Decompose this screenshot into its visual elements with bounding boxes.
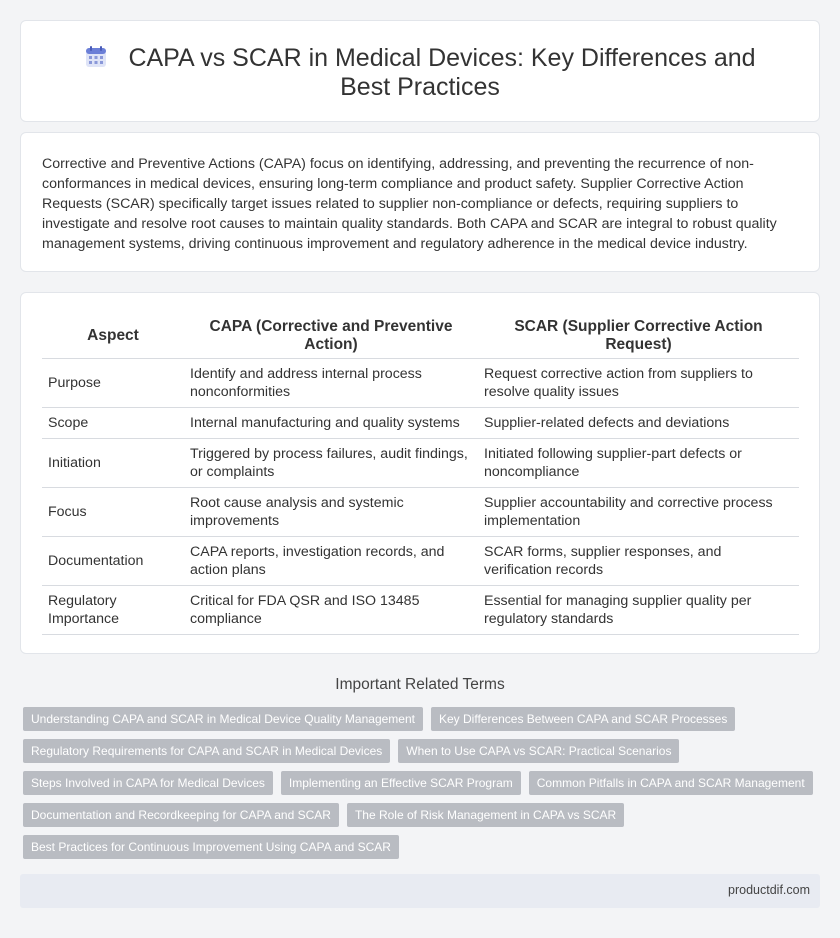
- cell-aspect: Documentation: [42, 537, 184, 586]
- footer: [20, 874, 820, 908]
- cell-scar: Request corrective action from suppliers to resolve quality issues: [478, 359, 799, 408]
- cell-capa: CAPA reports, investigation records, and action plans: [184, 537, 478, 586]
- table-row: [42, 408, 799, 439]
- cell-aspect: Regulatory Importance: [42, 586, 184, 635]
- related-term-tag[interactable]: Key Differences Between CAPA and SCAR Processes: [431, 707, 735, 731]
- related-term-tag[interactable]: Steps Involved in CAPA for Medical Devices: [23, 771, 273, 795]
- related-term-tag[interactable]: Best Practices for Continuous Improvement Using CAPA and SCAR: [23, 835, 399, 859]
- table-header-row: [42, 314, 799, 359]
- page-title: [61, 44, 779, 102]
- header-card: [20, 20, 820, 122]
- header-capa: CAPA (Corrective and Preventive Action): [184, 314, 478, 359]
- footer-site-link[interactable]: productdif.com: [728, 883, 810, 897]
- related-term-tag[interactable]: When to Use CAPA vs SCAR: Practical Scenarios: [398, 739, 679, 763]
- related-term-tag[interactable]: Implementing an Effective SCAR Program: [281, 771, 521, 795]
- related-term-tag[interactable]: Documentation and Recordkeeping for CAPA and SCAR: [23, 803, 339, 827]
- cell-capa: Identify and address internal process nonconformities: [184, 359, 478, 408]
- cell-scar: Initiated following supplier-part defects or noncompliance: [478, 439, 799, 488]
- cell-scar: Supplier accountability and corrective process implementation: [478, 488, 799, 537]
- intro-text: Corrective and Preventive Actions (CAPA) focus on identifying, addressing, and preventing the recurrence of non-conformances in medical devices, ensuring long-term compliance and product safety. Supplier Corrective Action Requests (SCAR) specifically target issues related to supplier non-compliance or defects, requiring suppliers to investigate and resolve root causes to maintain quality standards. Both CAPA and SCAR are integral to robust quality management systems, driving continuous improvement and regulatory adherence in the medical device industry.: [42, 156, 777, 252]
- related-terms-title: Important Related Terms: [335, 676, 505, 693]
- related-terms-list: [23, 707, 823, 867]
- comparison-table: [42, 314, 799, 635]
- header-aspect: Aspect: [42, 314, 184, 359]
- calendar-icon: [84, 45, 108, 69]
- cell-aspect: Scope: [42, 408, 184, 439]
- cell-aspect: Purpose: [42, 359, 184, 408]
- cell-scar: Supplier-related defects and deviations: [478, 408, 799, 439]
- cell-aspect: Focus: [42, 488, 184, 537]
- related-term-tag[interactable]: Regulatory Requirements for CAPA and SCAR in Medical Devices: [23, 739, 390, 763]
- related-term-tag[interactable]: Common Pitfalls in CAPA and SCAR Management: [529, 771, 813, 795]
- header-scar: SCAR (Supplier Corrective Action Request): [478, 314, 799, 359]
- table-row: [42, 586, 799, 635]
- related-term-tag[interactable]: The Role of Risk Management in CAPA vs SCAR: [347, 803, 624, 827]
- cell-capa: Internal manufacturing and quality systems: [184, 408, 478, 439]
- table-row: [42, 359, 799, 408]
- related-term-tag[interactable]: Understanding CAPA and SCAR in Medical Device Quality Management: [23, 707, 423, 731]
- comparison-card: [20, 292, 820, 654]
- cell-capa: Triggered by process failures, audit findings, or complaints: [184, 439, 478, 488]
- cell-scar: SCAR forms, supplier responses, and verification records: [478, 537, 799, 586]
- table-row: [42, 488, 799, 537]
- cell-scar: Essential for managing supplier quality per regulatory standards: [478, 586, 799, 635]
- table-row: [42, 537, 799, 586]
- intro-card: [20, 132, 820, 272]
- table-row: [42, 439, 799, 488]
- cell-aspect: Initiation: [42, 439, 184, 488]
- page-title-text: CAPA vs SCAR in Medical Devices: Key Differences and Best Practices: [128, 44, 756, 101]
- cell-capa: Root cause analysis and systemic improvements: [184, 488, 478, 537]
- cell-capa: Critical for FDA QSR and ISO 13485 compliance: [184, 586, 478, 635]
